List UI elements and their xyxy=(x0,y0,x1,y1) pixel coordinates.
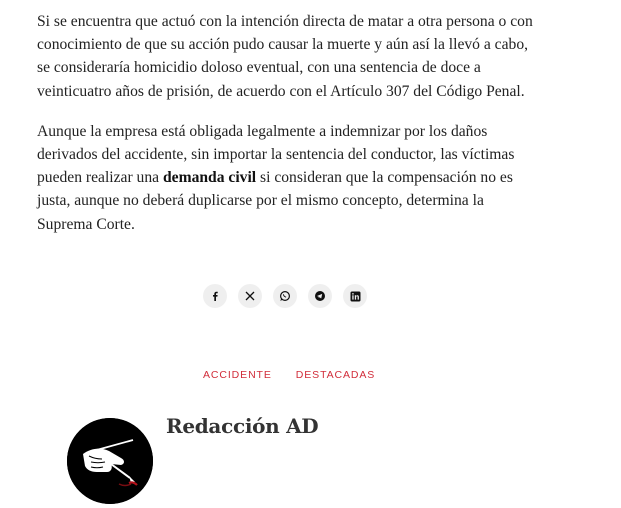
tag-list xyxy=(203,369,375,381)
tag-destacadas[interactable]: DESTACADAS xyxy=(295,369,376,381)
share-buttons xyxy=(203,284,367,308)
paragraph-text: Aunque la empresa está obligada legalmente a indemnizar por los daños derivados del accidente, sin importar la sentencia del conductor, las víctimas pueden realizar una xyxy=(37,122,515,187)
share-whatsapp-button[interactable] xyxy=(273,284,297,308)
share-facebook-button[interactable] xyxy=(203,284,227,308)
bold-phrase: demanda civil xyxy=(162,169,257,187)
share-x-button[interactable] xyxy=(238,284,262,308)
telegram-icon xyxy=(314,290,326,302)
author-box xyxy=(67,418,153,504)
paragraph-text: si consideran que la compensación no es justa, aunque no deberá duplicarse por el mismo concepto, determina la Suprema Corte. xyxy=(37,169,513,233)
author-name[interactable]: Redacción AD xyxy=(166,414,319,438)
whatsapp-icon xyxy=(279,290,291,302)
hand-writing-icon xyxy=(67,418,153,504)
author-avatar[interactable] xyxy=(67,418,153,504)
article-body xyxy=(37,10,537,236)
linkedin-icon xyxy=(350,291,361,302)
article-paragraph xyxy=(37,120,537,236)
x-twitter-icon xyxy=(245,291,255,301)
share-linkedin-button[interactable] xyxy=(343,284,367,308)
share-telegram-button[interactable] xyxy=(308,284,332,308)
facebook-icon xyxy=(210,291,220,301)
article-paragraph: Si se encuentra que actuó con la intención directa de matar a otra persona o con conocimiento de que su acción pudo causar la muerte y aún así la llevó a cabo, se consideraría homicidio doloso eventual, con una sentencia de doce a veinticuatro años de prisión, de acuerdo con el Artículo 307 del Código Penal. xyxy=(37,13,533,100)
tag-accidente[interactable]: ACCIDENTE xyxy=(203,369,272,381)
